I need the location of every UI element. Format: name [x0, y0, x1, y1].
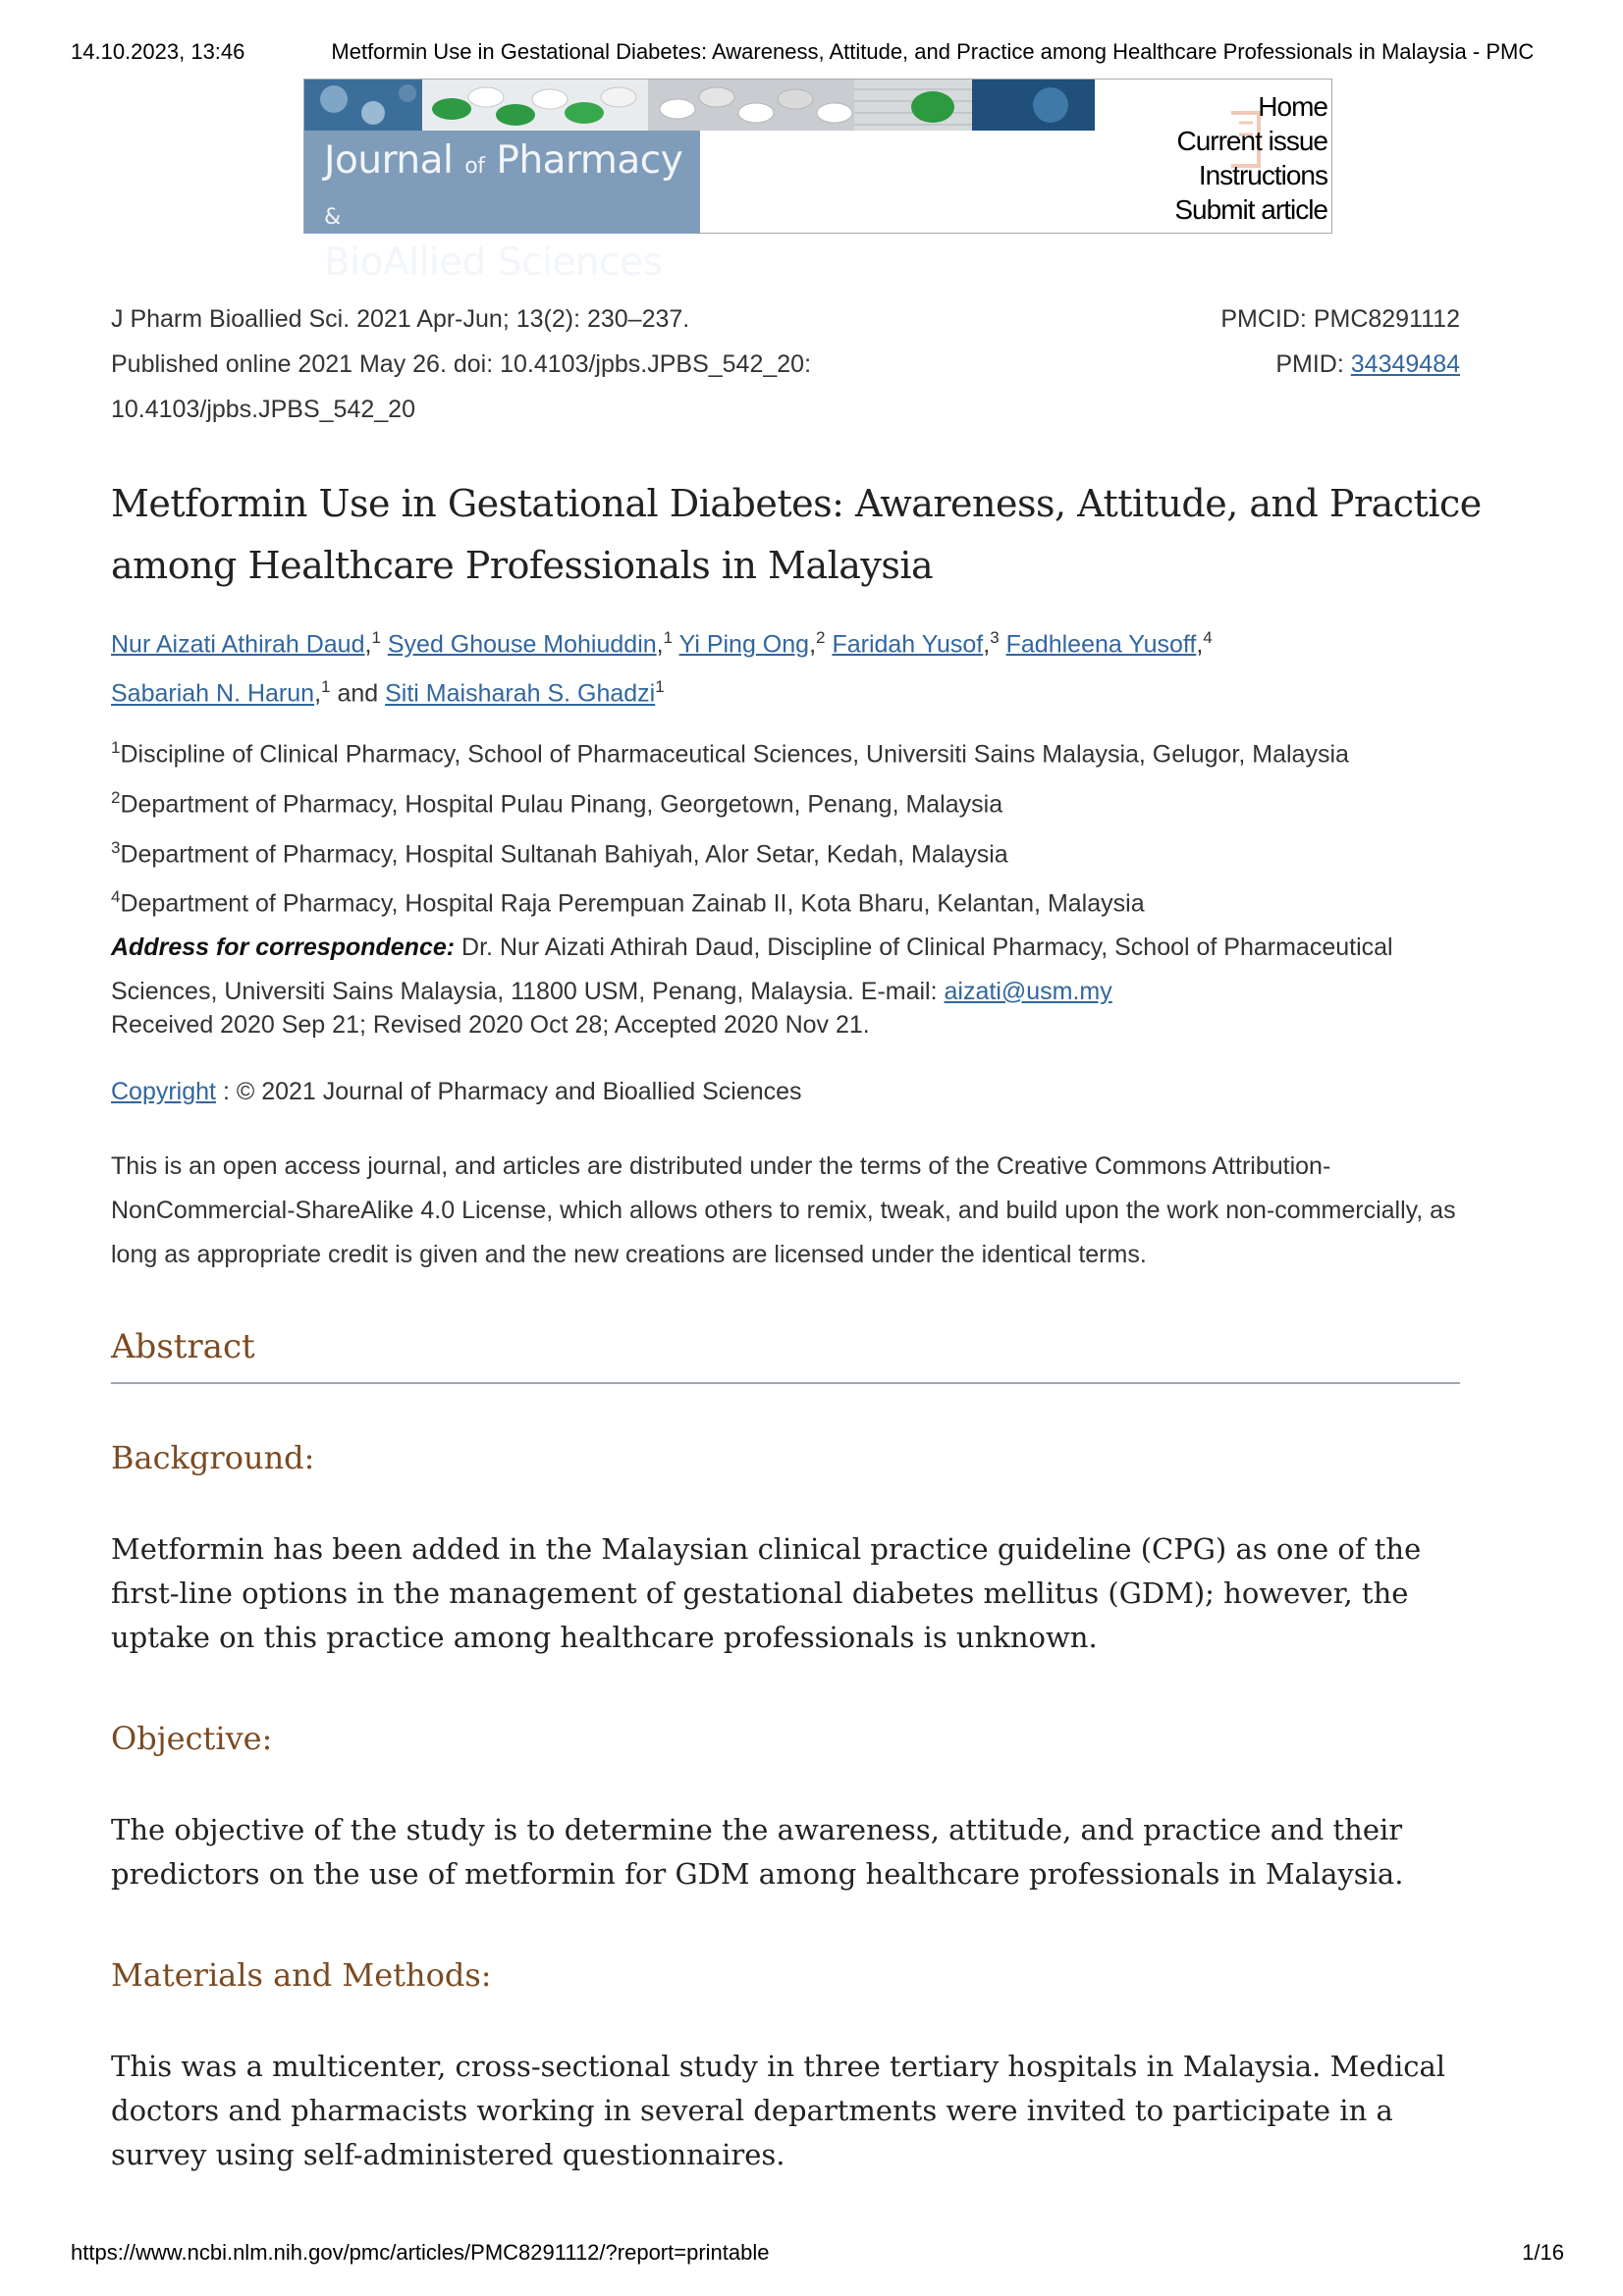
- article-title: Metformin Use in Gestational Diabetes: Awareness, Attitude, and Practice among Healthcare Professionals in Malaysia: [111, 482, 1482, 587]
- pmcid: PMCID: PMC8291112: [1220, 305, 1460, 333]
- section-heading-background: Background:: [111, 1439, 315, 1476]
- affiliation-item: $^2$Department of Pharmacy, Hospital Pulau Pinang, Georgetown, Penang, Malaysia: [111, 787, 1003, 819]
- author-link[interactable]: Sabariah N. Harun: [111, 679, 315, 708]
- print-header: [71, 39, 1564, 65]
- author-link[interactable]: Yi Ping Ong: [678, 630, 810, 659]
- section-heading-methods: Materials and Methods:: [111, 1956, 492, 1994]
- published-online: Published online 2021 May 26. doi: 10.4103/jpbs.JPBS_542_20:: [111, 350, 812, 378]
- nav-current-issue-link[interactable]: Current issue: [1176, 126, 1327, 156]
- author-link[interactable]: Fadhleena Yusoff: [1005, 630, 1197, 659]
- affiliation-item: $^4$Department of Pharmacy, Hospital Raja Perempuan Zainab II, Kota Bharu, Kelantan, Malaysia: [111, 887, 1145, 918]
- nav-home-link[interactable]: Home: [1258, 91, 1327, 122]
- author-link[interactable]: Faridah Yusof: [832, 630, 984, 659]
- abstract-heading: Abstract: [111, 1327, 1460, 1384]
- affiliation-item: $^3$Department of Pharmacy, Hospital Sultanah Bahiyah, Alor Setar, Kedah, Malaysia: [111, 837, 1008, 868]
- correspondence-label: Address for correspondence:: [111, 934, 456, 962]
- journal-reference: J Pharm Bioallied Sci. 2021 Apr-Jun; 13(2): 230–237.: [111, 305, 690, 333]
- nav-instructions-link[interactable]: Instructions: [1198, 160, 1327, 190]
- print-timestamp: 14.10.2023, 13:46: [71, 39, 245, 64]
- copyright: Copyright : © 2021 Journal of Pharmacy and Bioallied Sciences: [111, 1078, 802, 1105]
- correspondence: Address for correspondence: Dr. Nur Aizati Athirah Daud, Discipline of Clinical Pharmacy, School of Pharmaceutical Sciences, Universiti Sains Malaysia, 11800 USM, Penang, Malaysia. E-mail: aizati@usm.my: [111, 934, 1393, 1005]
- journal-banner: [303, 79, 1332, 285]
- doi-continuation: 10.4103/jpbs.JPBS_542_20: [111, 396, 415, 423]
- author-list: Nur Aizati Athirah Daud,$^1$ Syed Ghouse Mohiuddin,$^1$ Yi Ping Ong,$^2$ Faridah Yusof,$^3$ Fadhleena Yusoff,$^4$ Sabariah N. Harun,$^1$ and Siti Maisharah S. Ghadzi$^1$: [111, 628, 1213, 708]
- print-page-number: 1/16: [1522, 2240, 1564, 2265]
- article-dates: Received 2020 Sep 21; Revised 2020 Oct 28; Accepted 2020 Nov 21.: [111, 1011, 870, 1039]
- nav-submit-article-link[interactable]: Submit article: [1174, 194, 1327, 225]
- email-link[interactable]: aizati@usm.my: [944, 977, 1112, 1005]
- section-text-methods: This was a multicenter, cross-sectional study in three tertiary hospitals in Malaysia. Medical doctors and pharmacists working in several departments were invited to participate in a survey using self-administered questionnaires.: [111, 2050, 1446, 2171]
- affiliation-item: $^1$Discipline of Clinical Pharmacy, School of Pharmaceutical Sciences, Universiti Sains Malaysia, Gelugor, Malaysia: [111, 738, 1349, 769]
- license-text: This is an open access journal, and articles are distributed under the terms of the Creative Commons Attribution-NonCommercial-ShareAlike 4.0 License, which allows others to remix, tweak, and build upon the work non-commercially, as long as appropriate credit is given and the new creations are licensed under the identical terms.: [111, 1152, 1456, 1268]
- author-link[interactable]: Syed Ghouse Mohiuddin: [387, 630, 657, 659]
- copyright-link[interactable]: Copyright: [111, 1078, 216, 1105]
- pmid-link[interactable]: 34349484: [1350, 350, 1460, 378]
- print-url: https://www.ncbi.nlm.nih.gov/pmc/articles/PMC8291112/?report=printable: [71, 2240, 770, 2265]
- affiliations: [111, 726, 1505, 1013]
- section-heading-objective: Objective:: [111, 1720, 273, 1757]
- author-link[interactable]: Siti Maisharah S. Ghadzi: [385, 679, 656, 708]
- section-text-background: Metformin has been added in the Malaysian clinical practice guideline (CPG) as one of the first-line options in the management of gestational diabetes mellitus (GDM); however, the uptake on this practice among healthcare professionals is unknown.: [111, 1532, 1422, 1654]
- banner-pills-image: [304, 80, 1095, 131]
- print-page-title: Metformin Use in Gestational Diabetes: Awareness, Attitude, and Practice among Healthcare Professionals in Malaysia - PMC: [331, 39, 1535, 64]
- citation-meta: [111, 296, 1460, 432]
- pmid: PMID: 34349484: [1275, 350, 1460, 378]
- section-text-objective: The objective of the study is to determine the awareness, attitude, and practice and their predictors on the use of metformin for GDM among healthcare professionals in Malaysia.: [111, 1813, 1404, 1891]
- banner-journal-name: Journal of Pharmacy & BioAllied Sciences: [304, 131, 700, 234]
- author-link[interactable]: Nur Aizati Athirah Daud: [111, 630, 365, 659]
- print-footer: [71, 2240, 1564, 2266]
- banner-nav: [1174, 89, 1327, 227]
